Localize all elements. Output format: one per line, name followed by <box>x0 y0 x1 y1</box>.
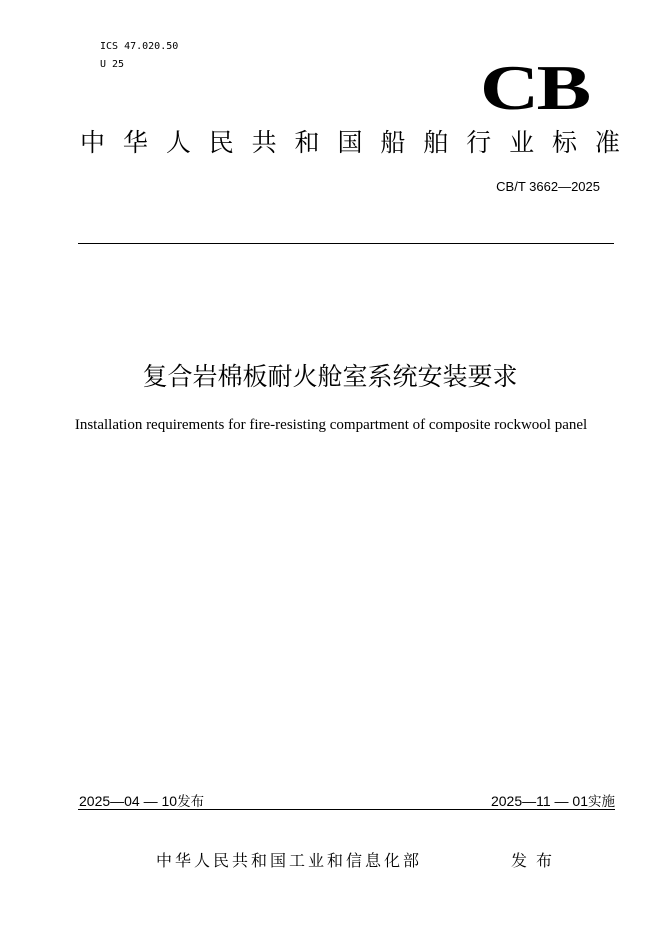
title-char: 标 <box>551 128 577 157</box>
implement-date-label: 实施 <box>588 794 615 810</box>
title-char: 船 <box>380 128 406 157</box>
implement-date: 2025—11 — 01 <box>490 793 588 809</box>
industry-standard-title <box>80 126 620 160</box>
document-title-chinese: 复合岩棉板耐火舱室系统安装要求 <box>142 362 518 391</box>
ics-code: ICS 47.020.50 <box>100 41 179 52</box>
standard-number: CB/T 3662—2025 <box>496 179 600 194</box>
title-char: 行 <box>466 128 492 157</box>
title-char: 中 <box>80 128 106 157</box>
document-title-english: Installation requirements for fire-resisting compartment of composite rockwool panel <box>74 417 588 433</box>
title-char: 和 <box>294 128 320 157</box>
title-char: 共 <box>251 128 277 157</box>
issue-date-label: 发布 <box>177 794 205 810</box>
title-char: 准 <box>594 128 620 157</box>
title-char: 业 <box>509 128 535 157</box>
title-char: 民 <box>208 128 234 157</box>
title-char: 舶 <box>423 128 449 157</box>
header-divider <box>78 243 614 244</box>
issue-date: 2025—04 — 10 <box>79 793 178 809</box>
ccs-code: U 25 <box>100 59 125 70</box>
cb-logo: CB <box>480 52 589 123</box>
issue-word: 发布 <box>511 851 562 870</box>
title-char: 华 <box>122 128 148 157</box>
title-char: 国 <box>337 128 363 157</box>
issuing-authority: 中华人民共和国工业和信息化部 <box>156 851 423 870</box>
footer-divider <box>78 809 615 810</box>
title-char: 人 <box>165 128 191 157</box>
